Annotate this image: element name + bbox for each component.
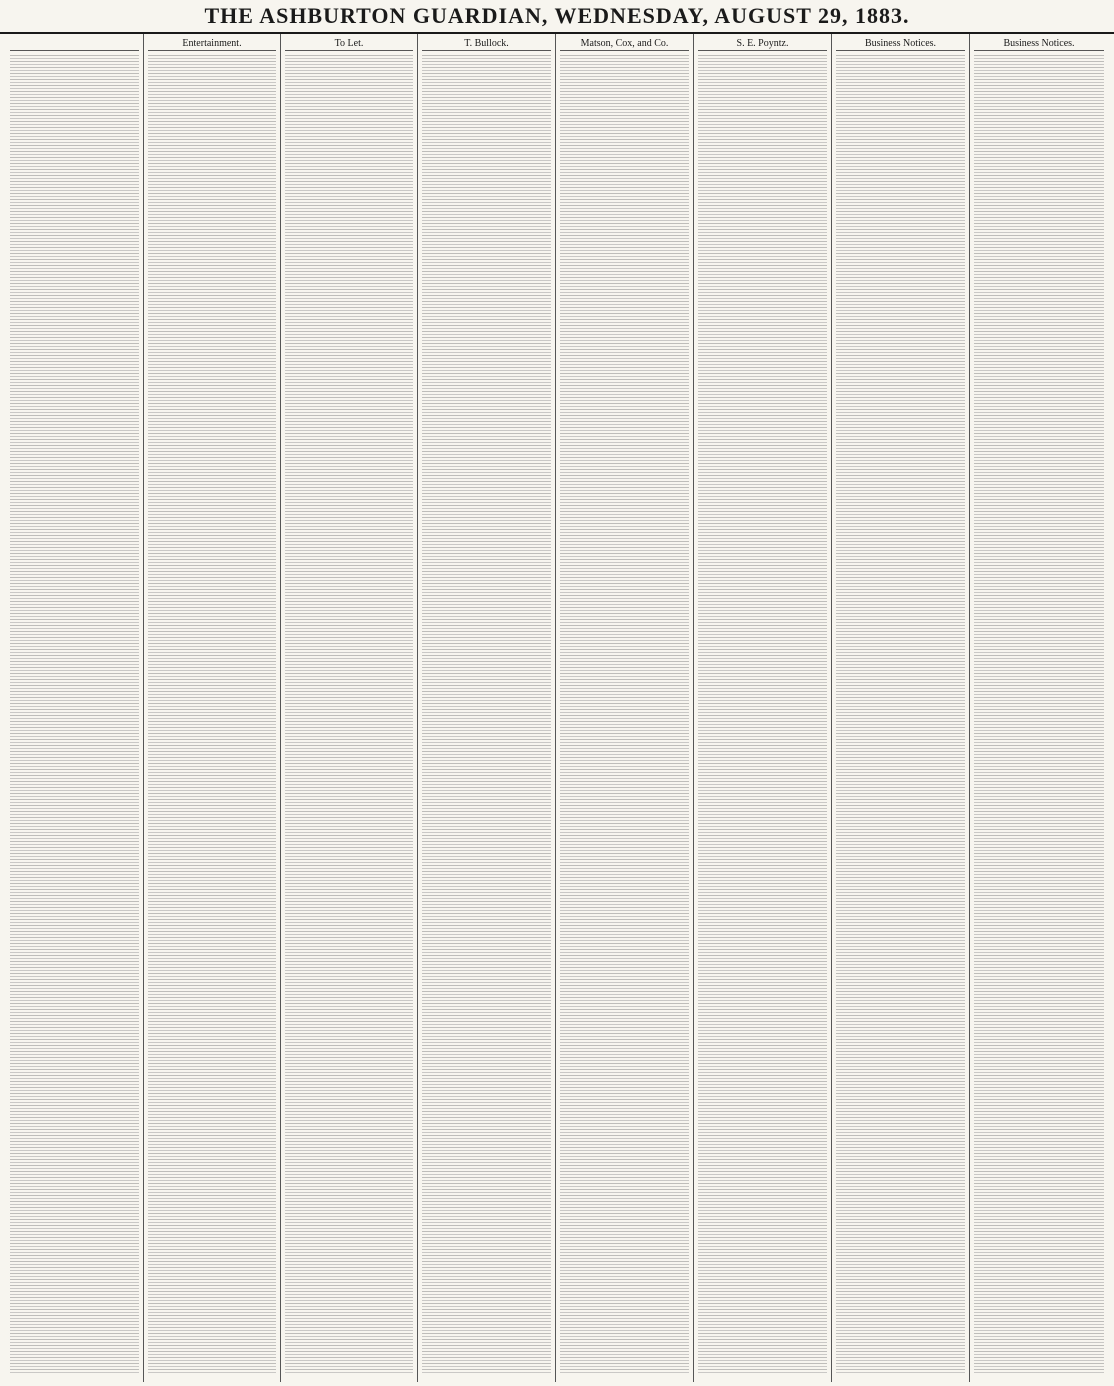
column-2-header: Entertainment. — [148, 37, 276, 51]
column-1-header — [10, 37, 139, 51]
column-5-header: Matson, Cox, and Co. — [560, 37, 689, 51]
column-2 — [143, 34, 280, 1382]
column-2-body — [148, 55, 276, 1375]
column-5-body — [560, 55, 689, 1375]
column-4-header: T. Bullock. — [422, 37, 551, 51]
column-7 — [831, 34, 969, 1382]
column-4-body — [422, 55, 551, 1375]
column-7-body — [836, 55, 965, 1375]
column-4 — [417, 34, 555, 1382]
column-1-body — [10, 55, 139, 1375]
column-1 — [6, 34, 143, 1382]
column-8-header: Business Notices. — [974, 37, 1104, 51]
newspaper-columns — [6, 34, 1108, 1382]
masthead — [0, 0, 1114, 34]
column-8-body — [974, 55, 1104, 1375]
column-6-body — [698, 55, 827, 1375]
column-7-header: Business Notices. — [836, 37, 965, 51]
column-5 — [555, 34, 693, 1382]
masthead-title: THE ASHBURTON GUARDIAN, WEDNESDAY, AUGUST 29, 1883. — [204, 3, 910, 28]
column-6-header: S. E. Poyntz. — [698, 37, 827, 51]
column-3-header: To Let. — [285, 37, 413, 51]
column-8 — [969, 34, 1108, 1382]
column-6 — [693, 34, 831, 1382]
column-3 — [280, 34, 417, 1382]
column-3-body — [285, 55, 413, 1375]
